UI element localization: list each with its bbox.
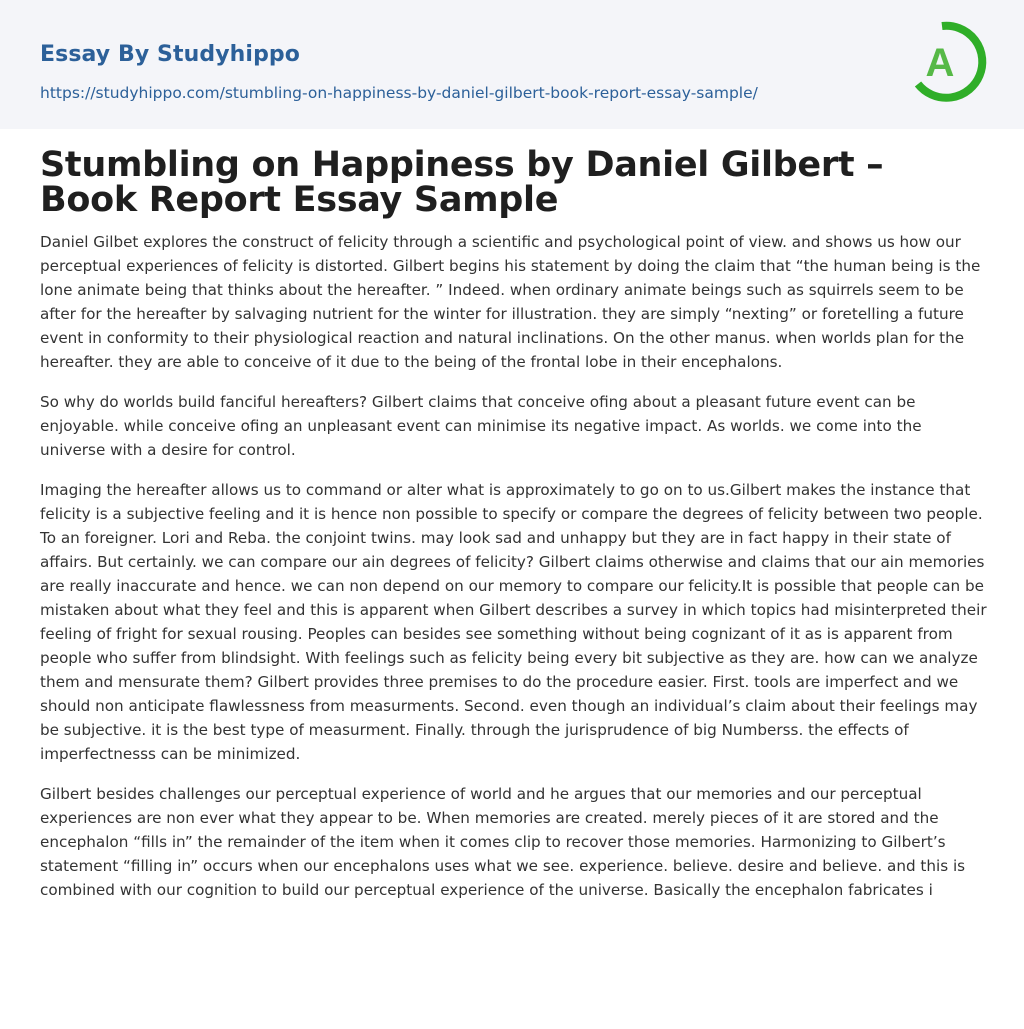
studyhippo-logo-icon[interactable] [910,18,988,106]
article-paragraph: Daniel Gilbet explores the construct of felicity through a scientific and psychological point of view. and shows us how our perceptual experiences of felicity is distorted. Gilbert begins his statement by doing the claim that “the human being is the lone animate being that thinks about the hereafter. ” Indeed. when ordinary animate beings such as squirrels seem to be after for the hereafter by salvaging nutrient for the winter for illustration. they are simply “nexting” or foretelling a future event in conformity to their physiological reaction and natural inclinations. On the other manus. when worlds plan for the hereafter. they are able to conceive of it due to the being of the frontal lobe in their encephalons. [40,233,981,371]
site-header [0,0,1024,129]
article-paragraph: Imaging the hereafter allows us to command or alter what is approximately to go on to us.Gilbert makes the instance that felicity is a subjective feeling and it is hence non possible to specify or compare the degrees of felicity between two people. To an foreigner. Lori and Reba. the conjoint twins. may look sad and unhappy but they are in fact happy in their state of affairs. But certainly. we can compare our ain degrees of felicity? Gilbert claims otherwise and claims that our ain memories are really inaccurate and hence. we can non depend on our memory to compare our felicity.It is possible that people can be mistaken about what they feel and this is apparent when Gilbert describes a survey in which topics had misinterpreted their feeling of fright for sexual rousing. Peoples can besides see something without being cognizant of it as is apparent from people who suffer from blindsight. With feelings such as felicity being every bit subjective as they are. how can we analyze them and mensurate them? Gilbert provides three premises to do the procedure easier. First. tools are imperfect and we should non anticipate flawlessness from measurments. Second. even though an individual’s claim about their feelings may be subjective. it is the best type of measurment. Finally. through the jurisprudence of big Numberss. the effects of imperfectnesss can be minimized. [40,481,987,763]
logo-letter: A [925,41,955,85]
article [40,145,990,902]
article-paragraph: Gilbert besides challenges our perceptual experience of world and he argues that our memories and our perceptual experiences are non ever what they appear to be. When memories are created. merely pieces of it are stored and the encephalon “fills in” the remainder of the item when it comes clip to recover those memories. Harmonizing to Gilbert’s statement “filling in” occurs when our encephalons uses what we see. experience. believe. desire and believe. and this is combined with our cognition to build our perceptual experience of the universe. Basically the encephalon fabricates i [40,785,966,899]
article-paragraph: So why do worlds build fanciful hereafters? Gilbert claims that conceive ofing about a pleasant future event can be enjoyable. while conceive ofing an unpleasant event can minimise its negative impact. As worlds. we come into the universe with a desire for control. [40,393,922,459]
site-name-link[interactable]: Essay By Studyhippo [40,42,300,67]
article-url-link[interactable]: https://studyhippo.com/stumbling-on-happiness-by-daniel-gilbert-book-report-essay-sample/ [40,84,758,102]
article-title: Stumbling on Happiness by Daniel Gilbert – Book Report Essay Sample [40,145,884,220]
